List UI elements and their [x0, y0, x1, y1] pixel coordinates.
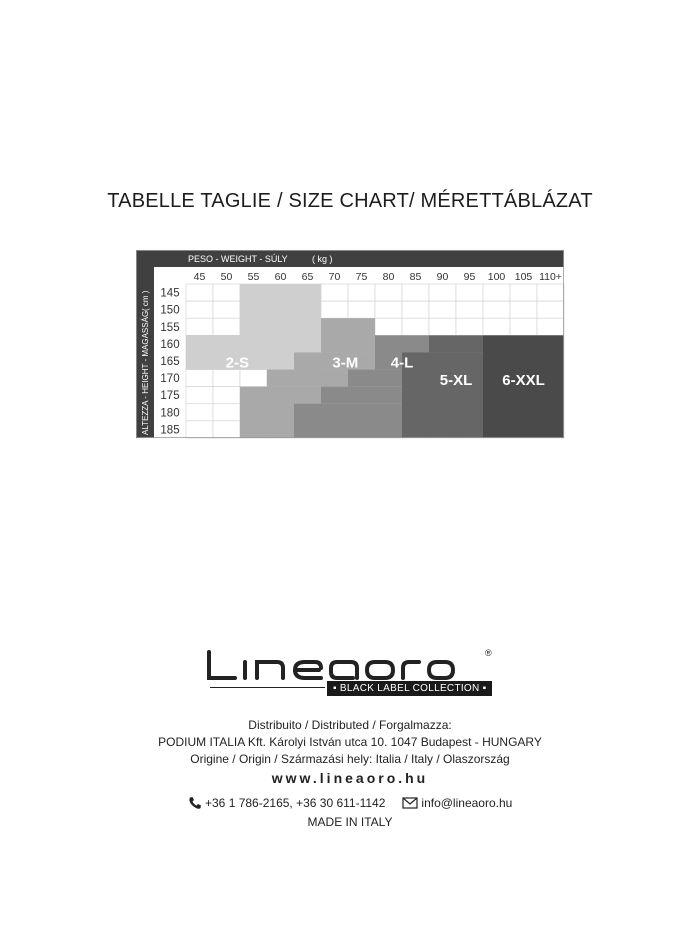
- grid-cell: [186, 284, 213, 301]
- grid-cell: [510, 284, 537, 301]
- height-tick-label: 175: [160, 390, 180, 403]
- grid-cell: [483, 301, 510, 318]
- made-in-line: MADE IN ITALY: [307, 815, 393, 829]
- height-tick-label: 170: [160, 373, 180, 386]
- website-link[interactable]: www.lineaoro.hu: [271, 770, 429, 786]
- height-tick-label: 160: [160, 338, 180, 351]
- brand-logo: [205, 648, 495, 698]
- grid-cell: [348, 301, 375, 318]
- grid-cell: [321, 284, 348, 301]
- grid-cell: [375, 318, 402, 335]
- grid-cell: [213, 284, 240, 301]
- grid-cell: [483, 318, 510, 335]
- weight-tick-label: 50: [220, 271, 233, 283]
- weight-axis-label: PESO - WEIGHT - SÚLY: [188, 254, 288, 264]
- distributed-line: Distribuito / Distributed / Forgalmazza:: [248, 718, 452, 732]
- height-tick-label: 185: [160, 424, 180, 437]
- logo-divider: [210, 687, 325, 688]
- logo-tagline: ▪ BLACK LABEL COLLECTION ▪: [327, 681, 492, 696]
- phone-icon: [188, 796, 202, 810]
- grid-cell: [510, 301, 537, 318]
- grid-cell: [456, 301, 483, 318]
- size-zone-3-m: [321, 318, 375, 352]
- email-address[interactable]: info@lineaoro.hu: [421, 795, 513, 810]
- contact-row: [0, 795, 700, 810]
- weight-tick-label: 95: [463, 271, 476, 283]
- weight-tick-label: 110+: [539, 271, 562, 283]
- height-tick-label: 145: [160, 287, 180, 300]
- grid-cell: [186, 404, 213, 421]
- grid-cell: [402, 301, 429, 318]
- grid-cell: [429, 301, 456, 318]
- grid-cell: [186, 318, 213, 335]
- envelope-icon: [402, 797, 418, 809]
- weight-tick-label: 100: [487, 271, 506, 283]
- grid-cell: [240, 370, 267, 387]
- size-zone-5-xl: [429, 335, 483, 352]
- weight-tick-label: 90: [436, 271, 449, 283]
- size-zone-2-s: [240, 284, 321, 335]
- size-zone-4-l: [321, 387, 402, 404]
- size-label: 4-L: [390, 354, 414, 372]
- registered-mark: ®: [485, 648, 492, 658]
- grid-cell: [429, 284, 456, 301]
- grid-cell: [186, 370, 213, 387]
- weight-tick-label: 70: [328, 271, 341, 283]
- grid-cell: [186, 387, 213, 404]
- height-tick-label: 155: [160, 321, 180, 334]
- grid-cell: [213, 318, 240, 335]
- weight-unit-label: ( kg ): [312, 254, 333, 264]
- size-zone-3-m: [267, 370, 348, 387]
- grid-cell: [456, 284, 483, 301]
- origin-line: Origine / Origin / Származási hely: Italia / Italy / Olaszország: [190, 752, 510, 766]
- size-label: 6-XXL: [502, 371, 545, 389]
- grid-cell: [429, 318, 456, 335]
- grid-cell: [510, 318, 537, 335]
- height-tick-label: 150: [160, 304, 180, 317]
- grid-cell: [213, 387, 240, 404]
- size-zone-4-l: [294, 404, 402, 438]
- grid-cell: [456, 318, 483, 335]
- grid-cell: [321, 301, 348, 318]
- grid-cell: [375, 284, 402, 301]
- grid-cell: [375, 301, 402, 318]
- size-label: 2-S: [225, 354, 249, 372]
- grid-cell: [213, 421, 240, 438]
- grid-cell: [402, 284, 429, 301]
- weight-tick-label: 65: [301, 271, 314, 283]
- grid-cell: [213, 370, 240, 387]
- height-axis-label: ALTEZZA - HEIGHT - MAGASSÁG: [141, 310, 150, 435]
- weight-tick-label: 85: [409, 271, 422, 283]
- height-tick-label: 180: [160, 407, 180, 420]
- grid-cell: [186, 421, 213, 438]
- grid-cell: [537, 318, 564, 335]
- size-chart: [136, 250, 566, 440]
- size-label: 5-XL: [439, 371, 473, 389]
- size-zone-5-xl: [402, 352, 483, 438]
- page-title: TABELLE TAGLIE / SIZE CHART/ MÉRETTÁBLÁZAT: [107, 190, 593, 212]
- grid-cell: [483, 284, 510, 301]
- weight-tick-label: 60: [274, 271, 287, 283]
- size-label: 3-M: [332, 354, 359, 372]
- weight-tick-label: 75: [355, 271, 368, 283]
- height-unit-label: ( cm ): [141, 290, 150, 311]
- weight-tick-label: 55: [247, 271, 260, 283]
- grid-cell: [213, 301, 240, 318]
- phone-numbers[interactable]: +36 1 786-2165, +36 30 611-1142: [205, 795, 386, 810]
- height-tick-label: 165: [160, 356, 180, 368]
- weight-tick-label: 45: [193, 271, 206, 283]
- grid-cell: [213, 404, 240, 421]
- grid-cell: [348, 284, 375, 301]
- grid-cell: [186, 301, 213, 318]
- grid-cell: [402, 318, 429, 335]
- grid-cell: [537, 301, 564, 318]
- company-line: PODIUM ITALIA Kft. Károlyi István utca 10. 1047 Budapest - HUNGARY: [158, 735, 542, 749]
- weight-tick-label: 80: [382, 271, 395, 283]
- weight-tick-label: 105: [514, 271, 533, 283]
- logo-wordmark: [205, 648, 490, 682]
- grid-cell: [537, 284, 564, 301]
